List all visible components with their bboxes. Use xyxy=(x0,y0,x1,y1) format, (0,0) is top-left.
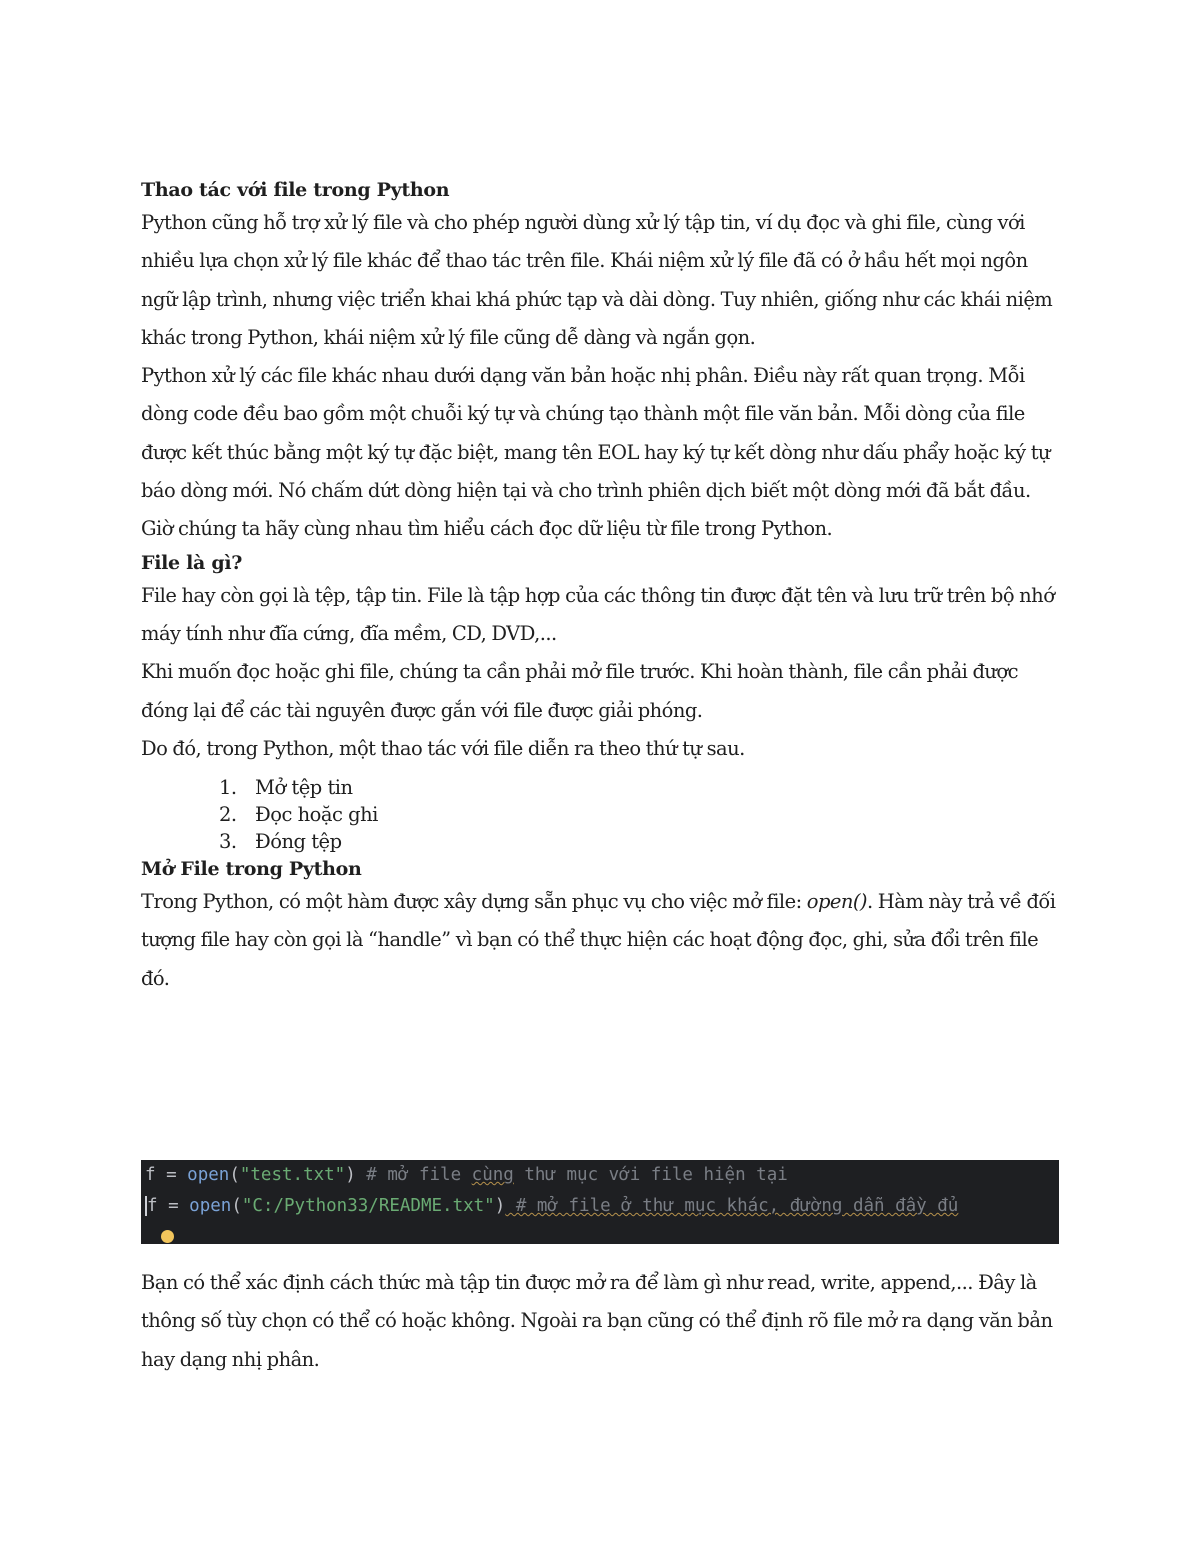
code-string: "C:/Python33/README.txt" xyxy=(241,1196,495,1216)
lightbulb-icon[interactable] xyxy=(161,1230,174,1243)
code-editor-block[interactable] xyxy=(141,1160,1059,1244)
paragraph-open-function xyxy=(141,883,1061,998)
heading-what-is-file: File là gì? xyxy=(141,551,243,574)
code-op: = xyxy=(155,1165,188,1185)
paragraph-open-after: . Hàm này trả về đối tượng file hay còn gọi là “handle” vì bạn có thể thực hiện các hoạt động đọc, ghi, sửa đổi trên file đó. xyxy=(141,890,1056,990)
heading-open-file: Mở File trong Python xyxy=(141,858,362,881)
open-function-name: open() xyxy=(806,890,867,914)
paragraph-open-close: Khi muốn đọc hoặc ghi file, chúng ta cần phải mở file trước. Khi hoàn thành, file cần phải được đóng lại để các tài nguyên được gắn với file được giải phóng. xyxy=(141,660,1018,722)
list-text: Đóng tệp xyxy=(255,830,342,854)
document-body xyxy=(141,176,1061,998)
code-op: = xyxy=(157,1196,190,1216)
code-paren: ) xyxy=(494,1196,506,1216)
heading-file-operations: Thao tác với file trong Python xyxy=(141,179,450,201)
code-paren: ( xyxy=(229,1165,240,1185)
code-line-1 xyxy=(145,1163,788,1187)
list-number: 1. xyxy=(219,776,237,800)
code-string: "test.txt" xyxy=(239,1165,346,1185)
list-number: 2. xyxy=(219,803,237,827)
code-line-2 xyxy=(145,1194,958,1218)
paragraph-open-modes: Bạn có thể xác định cách thức mà tập tin được mở ra để làm gì như read, write, append,... Đây là thông số tùy chọn có thể có hoặc không. Ngoài ra bạn cũng có thể định rõ file mở ra dạng văn bản hay dạng nhị phân. xyxy=(141,1271,1053,1371)
code-var: f xyxy=(145,1165,156,1185)
code-comment: thư mục với file hiện tại xyxy=(513,1165,788,1185)
code-function: open xyxy=(187,1165,230,1185)
list-text: Mở tệp tin xyxy=(255,776,353,800)
code-comment: # mở file xyxy=(355,1165,472,1185)
paragraph-order: Do đó, trong Python, một thao tác với file diễn ra theo thứ tự sau. xyxy=(141,736,745,760)
code-function: open xyxy=(189,1196,232,1216)
steps-list xyxy=(141,774,1061,855)
code-var: f xyxy=(147,1196,158,1216)
list-item xyxy=(141,801,1061,828)
paragraph-text-binary: Python xử lý các file khác nhau dưới dạng văn bản hoặc nhị phân. Điều này rất quan trọng. Mỗi dòng code đều bao gồm một chuỗi ký tự và chúng tạo thành một file văn bản. Mỗi dòng của file được kết thúc bằng một ký tự đặc biệt, mang tên EOL hay ký tự kết dòng như dấu phẩy hoặc ký tự báo dòng mới. Nó chấm dứt dòng hiện tại và cho trình phiên dịch biết một dòng mới đã bắt đầu. Giờ chúng ta hãy cùng nhau tìm hiểu cách đọc dữ liệu từ file trong Python. xyxy=(141,364,1051,541)
list-number: 3. xyxy=(219,830,237,854)
code-comment-warning: cùng xyxy=(471,1165,514,1185)
list-item xyxy=(141,774,1061,801)
document-body-continued xyxy=(141,1264,1061,1379)
code-paren: ) xyxy=(345,1165,356,1185)
paragraph-open-before: Trong Python, có một hàm được xây dựng sẵn phục vụ cho việc mở file: xyxy=(141,890,807,914)
paragraph-intro: Python cũng hỗ trợ xử lý file và cho phép người dùng xử lý tập tin, ví dụ đọc và ghi file, cùng với nhiều lựa chọn xử lý file khác để thao tác trên file. Khái niệm xử lý file đã có ở hầu hết mọi ngôn ngữ lập trình, nhưng việc triển khai khá phức tạp và dài dòng. Tuy nhiên, giống như các khái niệm khác trong Python, khái niệm xử lý file cũng dễ dàng và ngắn gọn. xyxy=(141,211,1053,349)
list-text: Đọc hoặc ghi xyxy=(255,803,378,827)
code-paren: ( xyxy=(231,1196,242,1216)
code-comment-warning: # mở file ở thư mục khác, đường dẫn đầy đủ xyxy=(505,1196,959,1216)
list-item xyxy=(141,828,1061,855)
paragraph-file-definition: File hay còn gọi là tệp, tập tin. File là tập hợp của các thông tin được đặt tên và lưu trữ trên bộ nhớ máy tính như đĩa cứng, đĩa mềm, CD, DVD,... xyxy=(141,583,1055,645)
